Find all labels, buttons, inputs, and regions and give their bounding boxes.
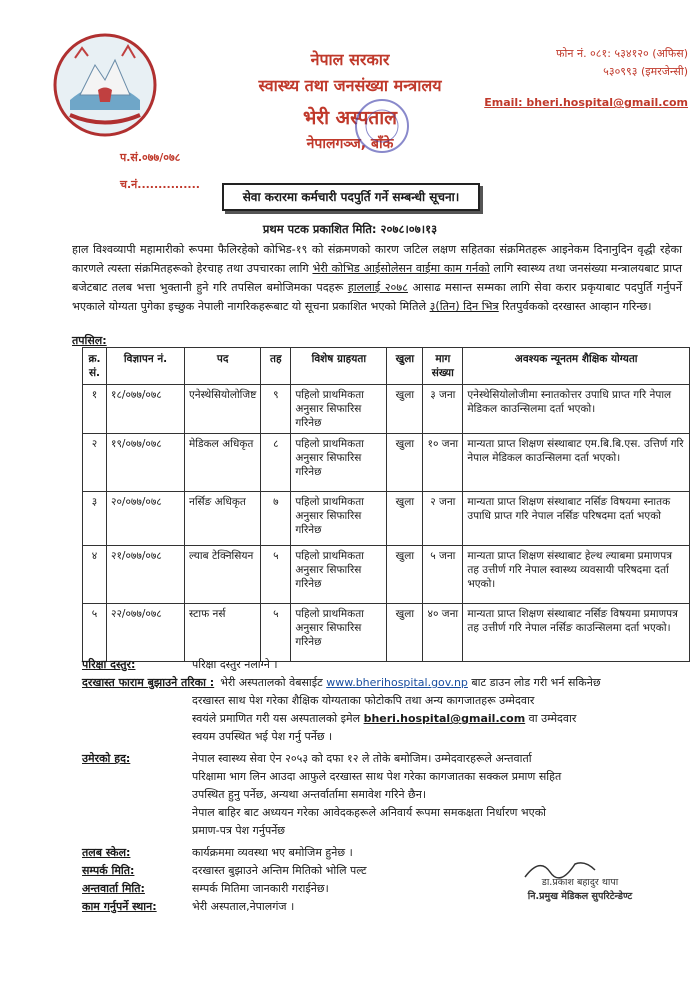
cell-post: ल्याब टेक्निसियन xyxy=(185,546,261,604)
signature-block xyxy=(500,876,660,904)
signatory-title: नि.प्रमुख मेडिकल सुपरिटेन्डेण्ट xyxy=(527,891,633,902)
header-post: पद xyxy=(185,348,261,385)
tapsil-label: तपसिल: xyxy=(72,334,107,347)
cell-post: नर्सिङ अधिकृत xyxy=(185,492,261,546)
cell-demand: ५ जना xyxy=(423,546,463,604)
cell-preference: पहिलो प्राथमिकता अनुसार सिफारिस गरिनेछ xyxy=(291,492,387,546)
intro-highlight-deadline: ३(तिन) दिन भित्र xyxy=(429,300,499,313)
table-row xyxy=(83,492,690,546)
hospital-seal-stamp xyxy=(352,96,412,156)
header-hospital: भेरी अस्पताल xyxy=(303,107,397,129)
header-demand: माग संख्या xyxy=(423,348,463,385)
exam-fee: परिक्षा दस्तुर: परिक्षा दस्तुर नलाग्ने । xyxy=(82,658,278,671)
header-qualification: अवश्यक न्यूनतम शैक्षिक योग्यता xyxy=(463,348,690,385)
cell-post: मेडिकल अधिकृत xyxy=(185,434,261,492)
cell-ad-no: १८/०७७/०७८ xyxy=(107,385,185,434)
age-limit: उमेरको हद: नेपाल स्वास्थ्य सेवा ऐन २०५३ को दफा १२ ले तोके बमोजिम। उम्मेदवारहरूले अन्तवार्ता xyxy=(82,752,532,765)
reference-number: प.सं.०७७/०७८ xyxy=(120,151,181,164)
cell-level: ५ xyxy=(261,546,291,604)
cell-preference: पहिलो प्राथमिकता अनुसार सिफारिस गरिनेछ xyxy=(291,604,387,662)
cell-sn: १ xyxy=(83,385,107,434)
cell-sn: २ xyxy=(83,434,107,492)
cell-sn: ४ xyxy=(83,546,107,604)
header-government: नेपाल सरकार xyxy=(310,50,390,69)
header-open: खुला xyxy=(387,348,423,385)
cell-level: ९ xyxy=(261,385,291,434)
cell-demand: ३ जना xyxy=(423,385,463,434)
header-ministry: स्वास्थ्य तथा जनसंख्या मन्त्रालय xyxy=(258,76,442,95)
salary-scale: तलब स्केल: कार्यक्रममा व्यवस्था भए बमोजिम हुनेछ । xyxy=(82,846,353,859)
cell-level: ८ xyxy=(261,434,291,492)
cell-qualification: मान्यता प्राप्त शिक्षण संस्थाबाट एम.बि.बि.एस. उत्तिर्ण गरि नेपाल मेडिकल काउन्सिलमा दर्ता भएको। xyxy=(463,434,690,492)
intro-paragraph: हाल विश्वव्यापी महामारीको रूपमा फैलिरहेको कोभिड-१९ को संक्रमणको कारण जटिल लक्षण सहितका संक्रमितहरू आइनेकम दिनानुदिन वृद्धी रहेका कारणले त्यस्ता संक्रमितहरूको हेरचाह तथा उपचारका लागि भेरी कोभिड आईसोलेसन वाईमा काम गर्नको लागि स्वास्थ्य तथा जनसंख्या मन्त्रालयबाट प्राप्त बजेटबाट तलब भत्ता भुक्तानी हुने गरि तपसिल बमोजिमका पदहरू हाललाई २०७८ आसाढ मसान्त सम्मका लागि सेवा करार प्रकृयाबाट पदपुर्ति गर्नुपर्ने भएकाले योग्यता पुगेका इच्छुक नेपाली नागरिकहरूबाट यो सूचना प्रकाशित भएको मितिले ३(तिन) दिन भित्र रितपुर्वकको दरखास्त आव्हान गरिन्छ। xyxy=(72,243,682,313)
dispatch-number: च.नं............... xyxy=(120,178,200,191)
cell-ad-no: २१/०७७/०७८ xyxy=(107,546,185,604)
cell-demand: १० जना xyxy=(423,434,463,492)
header-preference: विशेष ग्राहयता xyxy=(291,348,387,385)
contact-date: सम्पर्क मिति: दरखास्त बुझाउने अन्तिम मितिको भोलि पल्ट xyxy=(82,864,367,877)
cell-demand: ४० जना xyxy=(423,604,463,662)
signatory-name: डा.प्रकाश बहादुर थापा xyxy=(541,877,619,888)
cell-open: खुला xyxy=(387,492,423,546)
phone-office: फोन नं. ०८१: ५३४१२० (अफिस) xyxy=(556,47,688,60)
cell-post: स्टाफ नर्स xyxy=(185,604,261,662)
header-location: नेपालगञ्ज, बाँके xyxy=(306,136,394,152)
hospital-website-link[interactable]: www.bherihospital.gov.np xyxy=(326,676,468,689)
header-level: तह xyxy=(261,348,291,385)
cell-post: एनेस्थेसियोलोजिष्ट xyxy=(185,385,261,434)
phone-emergency: ५३०९९३ (इमरजेन्सी) xyxy=(603,65,688,78)
intro-highlight-period: हाललाई २०७८ xyxy=(347,281,408,294)
table-row xyxy=(83,385,690,434)
application-method: दरखास्त फाराम बुझाउने तरिका : भेरी अस्पतालको वेबसाईट www.bherihospital.gov.np बाट डाउन लोड गरी भर्न सकिनेछ xyxy=(82,676,601,689)
cell-qualification: मान्यता प्राप्त शिक्षण संस्थाबाट नर्सिङ विषयमा स्नातक उपाधि प्राप्त गरि नेपाल नर्सिङ परिषदमा दर्ता भएको xyxy=(463,492,690,546)
cell-sn: ३ xyxy=(83,492,107,546)
vacancy-table xyxy=(82,347,690,662)
header-sn: क्र. सं. xyxy=(83,348,107,385)
cell-level: ५ xyxy=(261,604,291,662)
cell-open: खुला xyxy=(387,546,423,604)
published-date: प्रथम पटक प्रकाशित मिति: २०७८।०७।१३ xyxy=(262,222,438,236)
table-row xyxy=(83,604,690,662)
work-place: काम गर्नुपर्ने स्थान: भेरी अस्पताल,नेपालगंज । xyxy=(82,900,295,913)
cell-ad-no: २०/०७७/०७८ xyxy=(107,492,185,546)
header-email: Email: bheri.hospital@gmail.com xyxy=(484,96,688,109)
cell-open: खुला xyxy=(387,434,423,492)
cell-preference: पहिलो प्राथमिकता अनुसार सिफारिस गरिनेछ xyxy=(291,546,387,604)
intro-highlight-ward: भेरी कोभिड आईसोलेसन वाईमा काम गर्नको xyxy=(312,262,490,275)
cell-preference: पहिलो प्राथमिकता अनुसार सिफारिस गरिनेछ xyxy=(291,434,387,492)
cell-ad-no: १९/०७७/०७८ xyxy=(107,434,185,492)
cell-demand: २ जना xyxy=(423,492,463,546)
interview-date: अन्तवार्ता मिति: सम्पर्क मितिमा जानकारी गराईनेछ। xyxy=(82,882,329,895)
table-header-row xyxy=(83,348,690,385)
cell-qualification: मान्यता प्राप्त शिक्षण संस्थाबाट नर्सिङ विषयमा प्रमाणपत्र तह उत्तीर्ण गरि नेपाल नर्सिङ काउन्सिलमा दर्ता भएको। xyxy=(463,604,690,662)
header-ad-no: विज्ञापन नं. xyxy=(107,348,185,385)
notice-title: सेवा करारमा कर्मचारी पदपुर्ति गर्ने सम्बन्धी सूचना। xyxy=(222,183,480,211)
cell-ad-no: २२/०७७/०७८ xyxy=(107,604,185,662)
info-section: परिक्षा दस्तुर: परिक्षा दस्तुर नलाग्ने । दरखास्त फाराम बुझाउने तरिका : भेरी अस्पतालको वेबसाईट www.bherihospital.gov.np बाट डाउन लोड गरी भर्न सकिनेछ दरखास्त साथ पेश गरेका शैक्षिक योग्यताका फोटोकपि तथा अन्य कागजातहरू उम्मेदवार स्वयंले प्रमाणित गरी यस अस्पतालको इमेल bheri.hospital@gmail.com वा उम्मेदवार स्वयम उपस्थित भई पेश गर्नु पर्नेछ । उमेरको हद: नेपाल स्वास्थ्य सेवा ऐन २०५३ को दफा १२ ले तोके बमोजिम। उम्मेदवारहरूले अन्तवार्ता परिक्षामा भाग लिन आउदा आफुले दरखास्त साथ पेश गरेका कागजातका सक्कल प्रमाण सहित उपस्थित हुनु पर्नेछ, अन्यथा अन्तर्वार्तामा समावेश गरिने छैन। नेपाल बाहिर बाट अध्ययन गरेका आवेदकहरूले अनिवार्य रूपमा समकक्षता निर्धारण भएको प्रमाण-पत्र पेश गर्नुपर्नेछ तलब स्केल: कार्यक्रममा व्यवस्था भए बमोजिम हुनेछ । सम्पर्क मिति: दरखास्त बुझाउने अन्तिम मितिको भोलि पल्ट अन्तवार्ता मिति: सम्पर्क मितिमा जानकारी गराईनेछ। काम गर्नुपर्ने स्थान: भेरी अस्पताल,नेपालगंज । xyxy=(82,656,692,916)
cell-level: ७ xyxy=(261,492,291,546)
cell-preference: पहिलो प्राथमिकता अनुसार सिफारिस गरिनेछ xyxy=(291,385,387,434)
table-row xyxy=(83,434,690,492)
cell-qualification: मान्यता प्राप्त शिक्षण संस्थाबाट हेल्थ ल्याबमा प्रमाणपत्र तह उत्तीर्ण गरि नेपाल स्वास्थ्य व्यवसायी परिषदमा दर्ता भएको। xyxy=(463,546,690,604)
hospital-email-link[interactable]: bheri.hospital@gmail.com xyxy=(363,712,526,725)
cell-open: खुला xyxy=(387,604,423,662)
cell-sn: ५ xyxy=(83,604,107,662)
cell-qualification: एनेस्थेसियोलोजीमा स्नातकोत्तर उपाधि प्राप्त गरि नेपाल मेडिकल काउन्सिलमा दर्ता भएको। xyxy=(463,385,690,434)
table-row xyxy=(83,546,690,604)
cell-open: खुला xyxy=(387,385,423,434)
